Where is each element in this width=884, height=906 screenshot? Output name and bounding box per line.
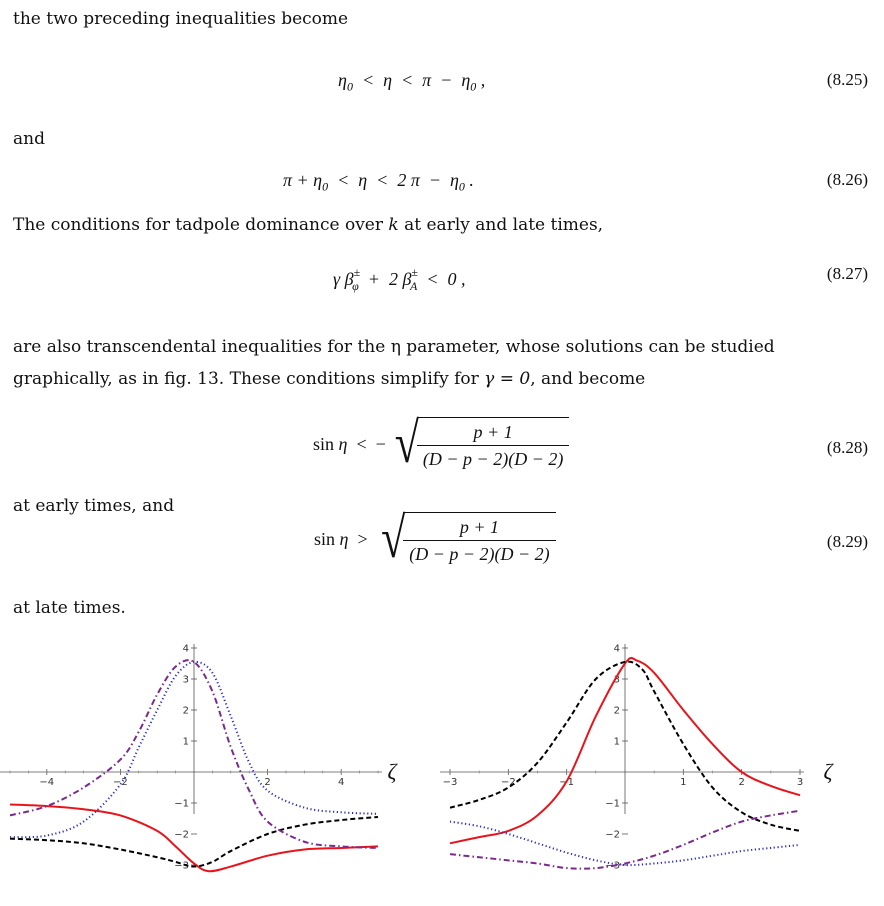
y-tick-label: 3 bbox=[613, 674, 620, 686]
equation-8-26: $\pi + \eta_0 < \eta < 2$ $\pi - \eta_0$ . bbox=[283, 170, 474, 194]
x-tick-label: 2 bbox=[264, 777, 271, 788]
equation-number-8-25: (8.25) bbox=[826, 70, 868, 89]
equation-number-8-28: (8.28) bbox=[826, 438, 868, 457]
x-tick-label: 4 bbox=[338, 777, 345, 788]
y-tick-label: 1 bbox=[613, 736, 620, 748]
equation-number-8-27: (8.27) bbox=[826, 264, 868, 283]
y-tick-label: 2 bbox=[613, 705, 620, 717]
paragraph-late-times: at late times. bbox=[13, 598, 126, 618]
x-tick-label: −4 bbox=[39, 777, 55, 788]
paragraph-transcendental-1: are also transcendental inequalities for the η parameter, whose solutions can be studied bbox=[13, 337, 775, 357]
x-axis-label: ζ bbox=[387, 759, 397, 784]
equation-number-8-29: (8.29) bbox=[826, 532, 868, 551]
right-plot-svg bbox=[430, 632, 850, 872]
x-tick-label: 3 bbox=[796, 777, 804, 788]
paragraph-early-times: at early times, and bbox=[13, 496, 175, 516]
paragraph-tadpole: The conditions for tadpole dominance over k at early and late times, bbox=[13, 215, 604, 235]
paragraph-and: and bbox=[13, 129, 45, 149]
x-tick-label: −1 bbox=[559, 777, 575, 788]
y-tick-label: 4 bbox=[182, 643, 189, 655]
equation-8-29: sin η > √ $\frac{p + 1}{(D - p - 2)(D - 2)}$ bbox=[314, 512, 556, 566]
x-tick-label: 1 bbox=[680, 777, 687, 788]
equation-8-27: γ $\beta^\pm_\varphi + 2$ $\beta^\pm_A < 0$ , bbox=[333, 265, 466, 293]
y-tick-label: 4 bbox=[613, 643, 620, 655]
equation-8-25: $\eta_0 < \eta < \pi - \eta_0$ , bbox=[338, 70, 486, 94]
series-line-dashed bbox=[10, 817, 378, 867]
series-line-solid bbox=[10, 805, 378, 872]
y-tick-label: −1 bbox=[605, 798, 620, 810]
left-plot-svg bbox=[0, 632, 400, 872]
y-tick-label: −2 bbox=[174, 829, 189, 841]
x-axis-label: ζ bbox=[823, 759, 833, 784]
series-line-dotted bbox=[450, 822, 800, 866]
equation-number-8-26: (8.26) bbox=[826, 170, 868, 189]
x-tick-label: −2 bbox=[500, 777, 516, 788]
y-tick-label: −3 bbox=[174, 860, 189, 872]
equation-8-28: sin η < − √ $\frac{p + 1}{(D - p - 2)(D - 2)}$ bbox=[313, 417, 569, 471]
series-line-dashdot bbox=[450, 811, 800, 869]
figure-right-plot bbox=[430, 632, 850, 872]
x-tick-label: −2 bbox=[113, 777, 128, 788]
y-tick-label: −2 bbox=[605, 829, 620, 841]
y-tick-label: 2 bbox=[182, 705, 189, 717]
y-tick-label: −1 bbox=[174, 798, 189, 810]
paragraph-intro: the two preceding inequalities become bbox=[13, 9, 349, 29]
y-tick-label: 3 bbox=[182, 674, 189, 686]
y-tick-label: −3 bbox=[605, 860, 620, 872]
y-tick-label: 1 bbox=[182, 736, 189, 748]
x-tick-label: −3 bbox=[442, 777, 458, 788]
paragraph-transcendental-2: graphically, as in fig. 13. These conditions simplify for γ = 0, and become bbox=[13, 369, 646, 389]
x-tick-label: 2 bbox=[738, 777, 745, 788]
figure-left-plot bbox=[0, 632, 400, 872]
